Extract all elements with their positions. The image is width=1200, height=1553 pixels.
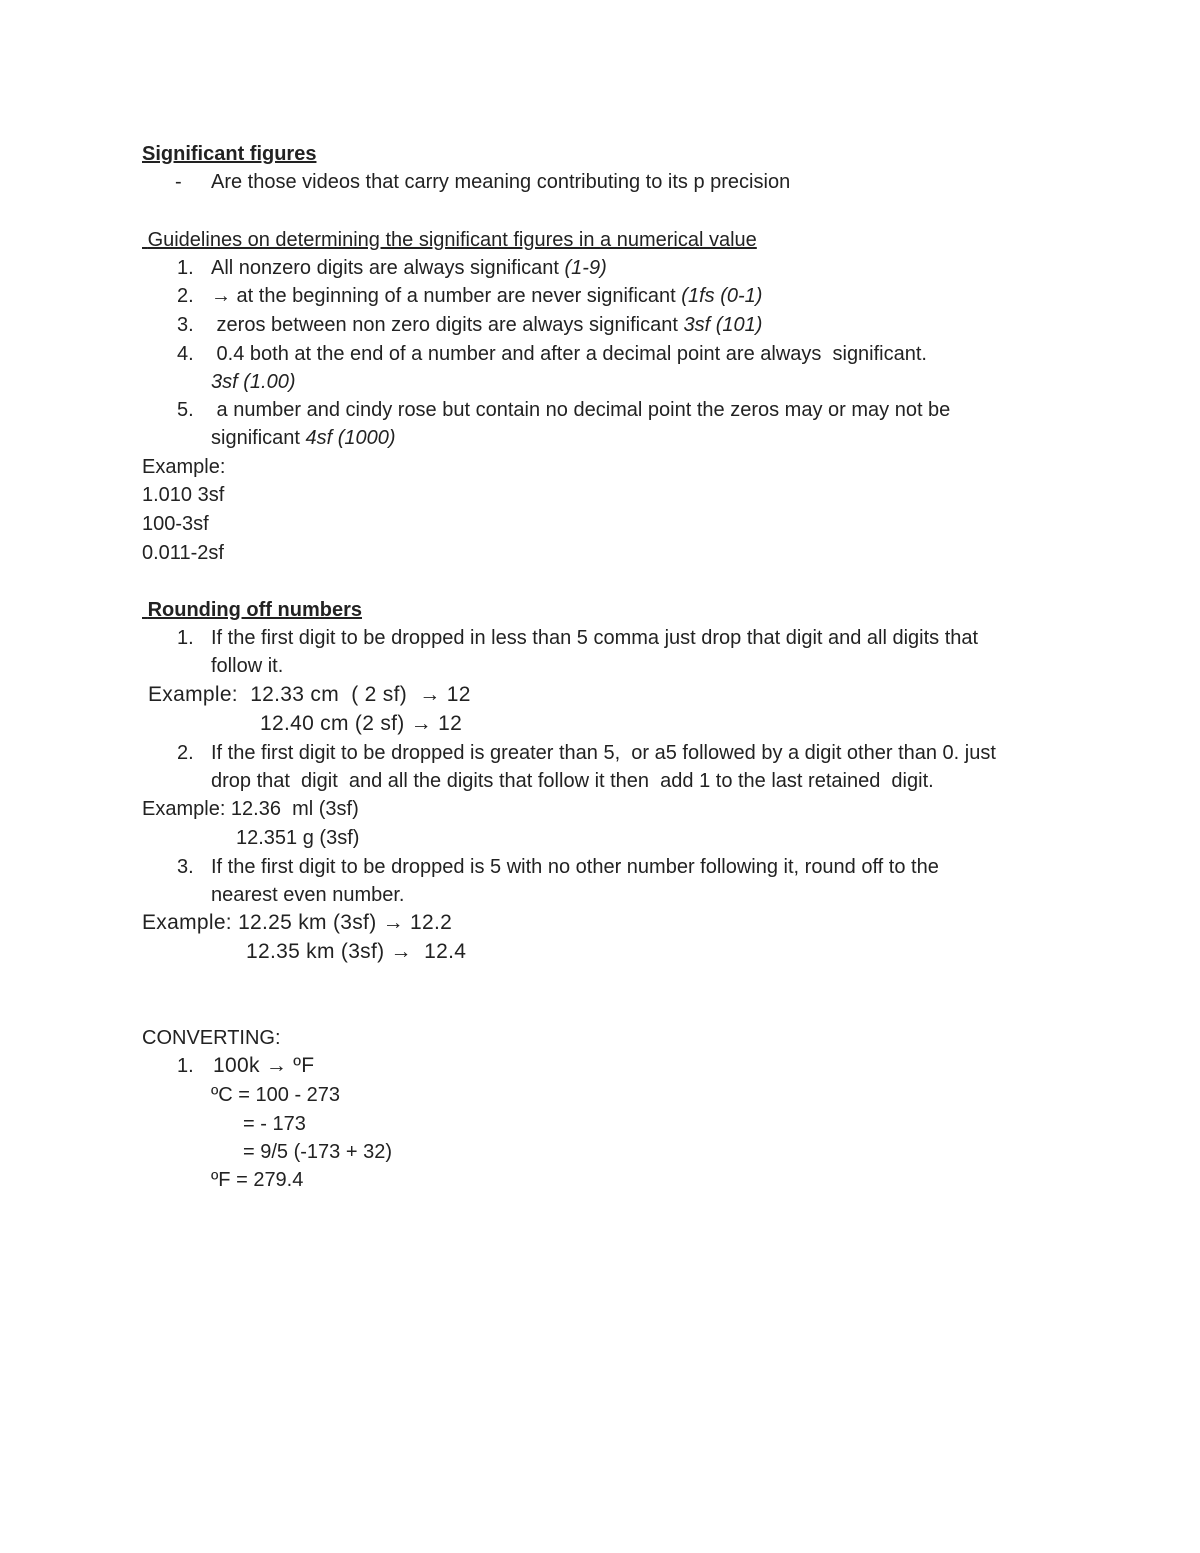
- example-line: 0.011-2sf: [142, 542, 224, 564]
- section-title-converting: CONVERTING:: [142, 1027, 281, 1049]
- rounding-rule-continuation: nearest even number.: [211, 884, 405, 906]
- guideline-item: zeros between non zero digits are always significant 3sf (101): [211, 314, 763, 336]
- rounding-example: Example: 12.36 ml (3sf): [142, 798, 359, 820]
- list-number: 2.: [177, 742, 194, 764]
- guideline-item: a number and cindy rose but contain no decimal point the zeros may or may not be: [211, 399, 951, 421]
- rounding-rule: If the first digit to be dropped is 5 with no other number following it, round off to the: [211, 856, 939, 878]
- list-number: 2.: [177, 285, 194, 307]
- conversion-line: 100k → ºF: [213, 1054, 315, 1077]
- guideline-item: All nonzero digits are always significant (1-9): [211, 257, 607, 279]
- guideline-item-continuation: significant 4sf (1000): [211, 427, 396, 449]
- rounding-example: Example: 12.25 km (3sf) → 12.2: [142, 911, 453, 934]
- conversion-line: = - 173: [243, 1113, 306, 1135]
- conversion-line: ºC = 100 - 273: [211, 1084, 341, 1106]
- bullet-marker: -: [175, 171, 182, 193]
- list-number: 1.: [177, 257, 194, 279]
- guideline-item-continuation: 3sf (1.00): [211, 371, 296, 393]
- guidelines-heading: Guidelines on determining the significant figures in a numerical value: [147, 229, 757, 251]
- list-number: 5.: [177, 399, 194, 421]
- conversion-line: ºF = 279.4: [211, 1169, 304, 1191]
- rounding-example: 12.40 cm (2 sf) → 12: [260, 712, 463, 735]
- example-label: Example:: [142, 456, 226, 478]
- conversion-line: = 9/5 (-173 + 32): [243, 1141, 392, 1163]
- section-title-significant-figures: Significant figures: [142, 143, 317, 165]
- rounding-example: 12.351 g (3sf): [236, 827, 360, 849]
- rounding-example: 12.35 km (3sf) → 12.4: [246, 940, 467, 963]
- list-number: 1.: [177, 627, 194, 649]
- rounding-example: Example: 12.33 cm ( 2 sf) → 12: [148, 683, 471, 706]
- list-number: 3.: [177, 856, 194, 878]
- definition-text: Are those videos that carry meaning contributing to its p precision: [211, 171, 791, 193]
- list-number: 3.: [177, 314, 194, 336]
- list-number: 4.: [177, 343, 194, 365]
- example-line: 100-3sf: [142, 513, 209, 535]
- section-title-rounding: Rounding off numbers: [147, 599, 362, 621]
- rounding-rule-continuation: follow it.: [211, 655, 284, 677]
- guideline-item: → at the beginning of a number are never significant (1fs (0-1): [211, 285, 763, 307]
- guideline-item: 0.4 both at the end of a number and after a decimal point are always significant.: [211, 343, 927, 365]
- list-number: 1.: [177, 1055, 194, 1077]
- example-line: 1.010 3sf: [142, 484, 225, 506]
- rounding-rule: If the first digit to be dropped in less than 5 comma just drop that digit and all digits that: [211, 627, 979, 649]
- rounding-rule-continuation: drop that digit and all the digits that follow it then add 1 to the last retained digit.: [211, 770, 934, 792]
- rounding-rule: If the first digit to be dropped is greater than 5, or a5 followed by a digit other than 0. just: [211, 742, 996, 764]
